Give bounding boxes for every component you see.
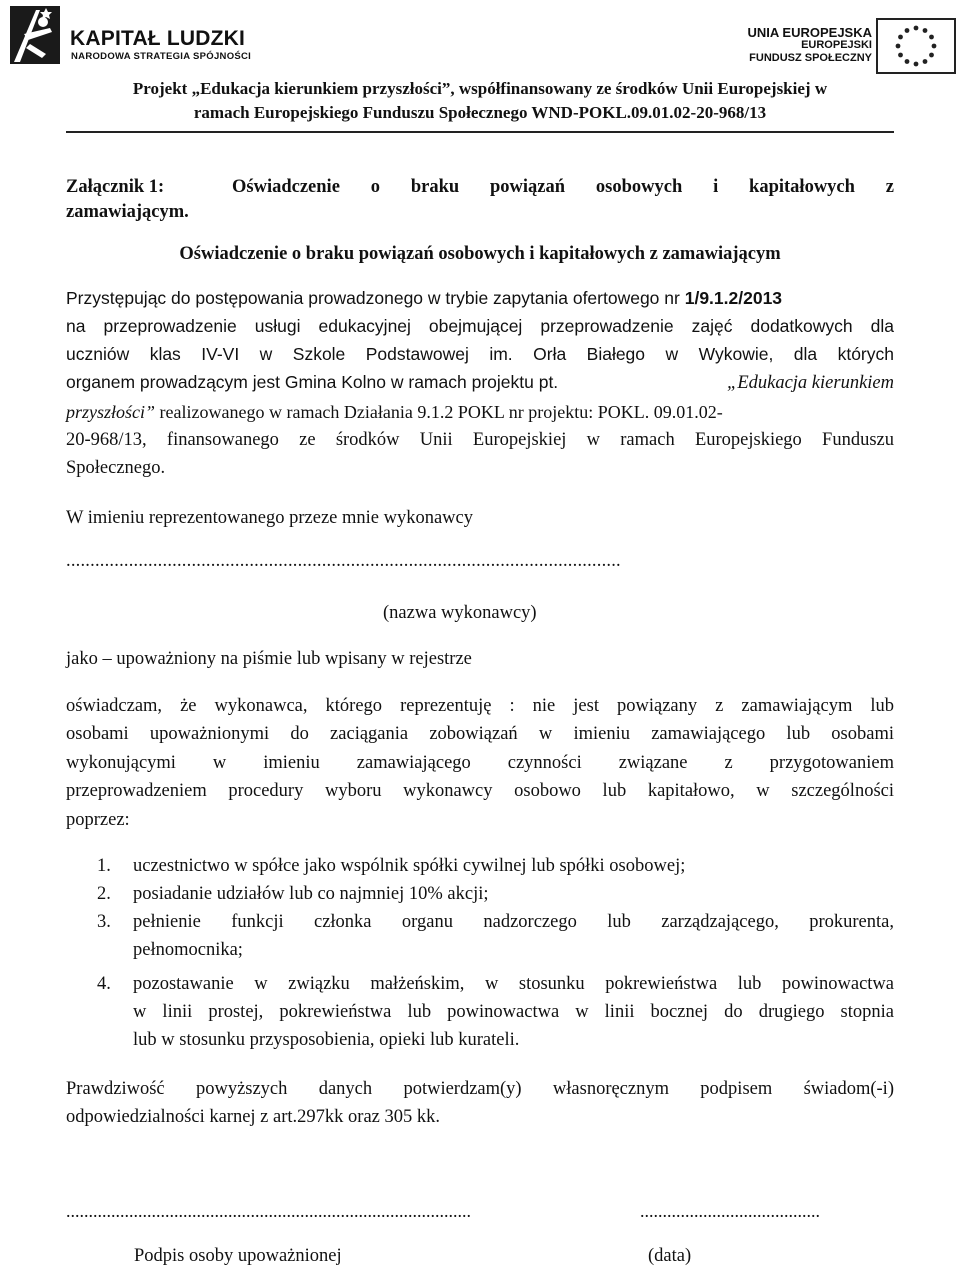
eu-flag-icon [876, 18, 956, 74]
closing-line1: Prawdziwość powyższych danych potwierdzam(y) własnoręcznym podpisem świadom(-i) [66, 1079, 894, 1099]
signature-dots: .......................................................................................... [66, 1202, 471, 1220]
list-item-number: 1. [97, 856, 111, 876]
list-item-4-line3: lub w stosunku przysposobienia, opieki lub kurateli. [133, 1030, 520, 1050]
declaration-line3: wykonującymi w imieniu zamawiającego czynności związane z przygotowaniem [66, 753, 894, 773]
closing-line2: odpowiedzialności karnej z art.297kk oraz 305 kk. [66, 1107, 440, 1127]
list-item-1-line1: uczestnictwo w spółce jako wspólnik spółki cywilnej lub spółki osobowej; [133, 856, 686, 876]
declaration-line2: osobami upoważnionymi do zaciągania zobowiązań w imieniu zamawiającego lub osobami [66, 724, 894, 744]
list-item-number: 2. [97, 884, 111, 904]
declaration-line5: poprzez: [66, 810, 130, 830]
list-item-3-line2: pełnomocnika; [133, 940, 243, 960]
kapital-ludzki-emblem-icon [6, 4, 64, 66]
date-dots: ........................................ [640, 1202, 820, 1220]
list-item-number: 3. [97, 912, 111, 932]
intro-line5-text: realizowanego w ramach Działania 9.1.2 POKL nr projektu: POKL. 09.01.02- [155, 402, 723, 422]
eu-logo-line2: EUROPEJSKI [801, 39, 872, 51]
contractor-name-label: (nazwa wykonawcy) [383, 603, 537, 623]
statement-title: Oświadczenie o braku powiązań osobowych i kapitałowych z zamawiającym [179, 244, 781, 264]
intro-line4-text: organem prowadzącym jest Gmina Kolno w ramach projektu pt. [66, 372, 559, 392]
list-item-4-line1: pozostawanie w związku małżeńskim, w stosunku pokrewieństwa lub powinowactwa [133, 974, 894, 994]
project-name-italic-part1: „Edukacja kierunkiem [727, 373, 894, 393]
header-divider [66, 131, 894, 133]
inquiry-number: 1/9.1.2/2013 [684, 288, 783, 308]
intro-line2: na przeprowadzenie usługi edukacyjnej obejmującej przeprowadzenie zajęć dodatkowych dla [66, 316, 894, 336]
project-header-line2: ramach Europejskiego Funduszu Społecznego WND-POKL.09.01.02-20-968/13 [193, 103, 767, 122]
representation-text: W imieniu reprezentowanego przeze mnie wykonawcy [66, 508, 473, 528]
annex-label: Załącznik 1: [66, 177, 165, 197]
authorization-text: jako – upoważniony na piśmie lub wpisany w rejestrze [66, 649, 472, 669]
kapital-ludzki-title: KAPITAŁ LUDZKI [70, 27, 246, 50]
list-item-3-line1: pełnienie funkcji członka organu nadzorczego lub zarządzającego, prokurenta, [133, 912, 894, 932]
intro-line5 [66, 403, 894, 421]
list-item-4-line2: w linii prostej, pokrewieństwa lub powinowactwa w linii bocznej do drugiego stopnia [133, 1002, 894, 1022]
intro-line3: uczniów klas IV-VI w Szkole Podstawowej im. Orła Białego w Wykowie, dla których [66, 344, 894, 364]
annex-title-part1: Oświadczenie o braku powiązań osobowych i kapitałowych z [232, 177, 894, 197]
kapital-ludzki-subtitle: NARODOWA STRATEGIA SPÓJNOŚCI [71, 51, 252, 62]
annex-title-line1 [66, 178, 894, 197]
intro-line1-text: Przystępując do postępowania prowadzonego w trybie zapytania ofertowego nr [66, 288, 685, 308]
list-item-2-line1: posiadanie udziałów lub co najmniej 10% akcji; [133, 884, 489, 904]
intro-line6: 20-968/13, finansowanego ze środków Unii Europejskiej w ramach Europejskiego Funduszu [66, 430, 894, 450]
annex-title-part2: zamawiającym. [66, 202, 189, 222]
project-header-line1: Projekt „Edukacja kierunkiem przyszłości”, współfinansowany ze środków Unii Europejskiej w [132, 79, 828, 98]
date-label: (data) [648, 1246, 692, 1266]
declaration-line4: przeprowadzeniem procedury wyboru wykonawcy osobowo lub kapitałowo, w szczególności [66, 781, 894, 801]
list-item-number: 4. [97, 974, 111, 994]
signature-label: Podpis osoby upoważnionej [134, 1246, 342, 1266]
eu-logo-line1: UNIA EUROPEJSKA [747, 25, 872, 40]
eu-logo-line3: FUNDUSZ SPOŁECZNY [749, 52, 872, 64]
intro-line7: Społecznego. [66, 458, 166, 478]
intro-line1 [66, 290, 894, 308]
contractor-name-dots: ................................................................................................................... [66, 552, 621, 571]
intro-line4 [66, 374, 894, 393]
project-name-italic-part2: przyszłości” [66, 402, 156, 422]
declaration-line1: oświadczam, że wykonawca, którego reprezentuję : nie jest powiązany z zamawiającym lub [66, 696, 894, 716]
